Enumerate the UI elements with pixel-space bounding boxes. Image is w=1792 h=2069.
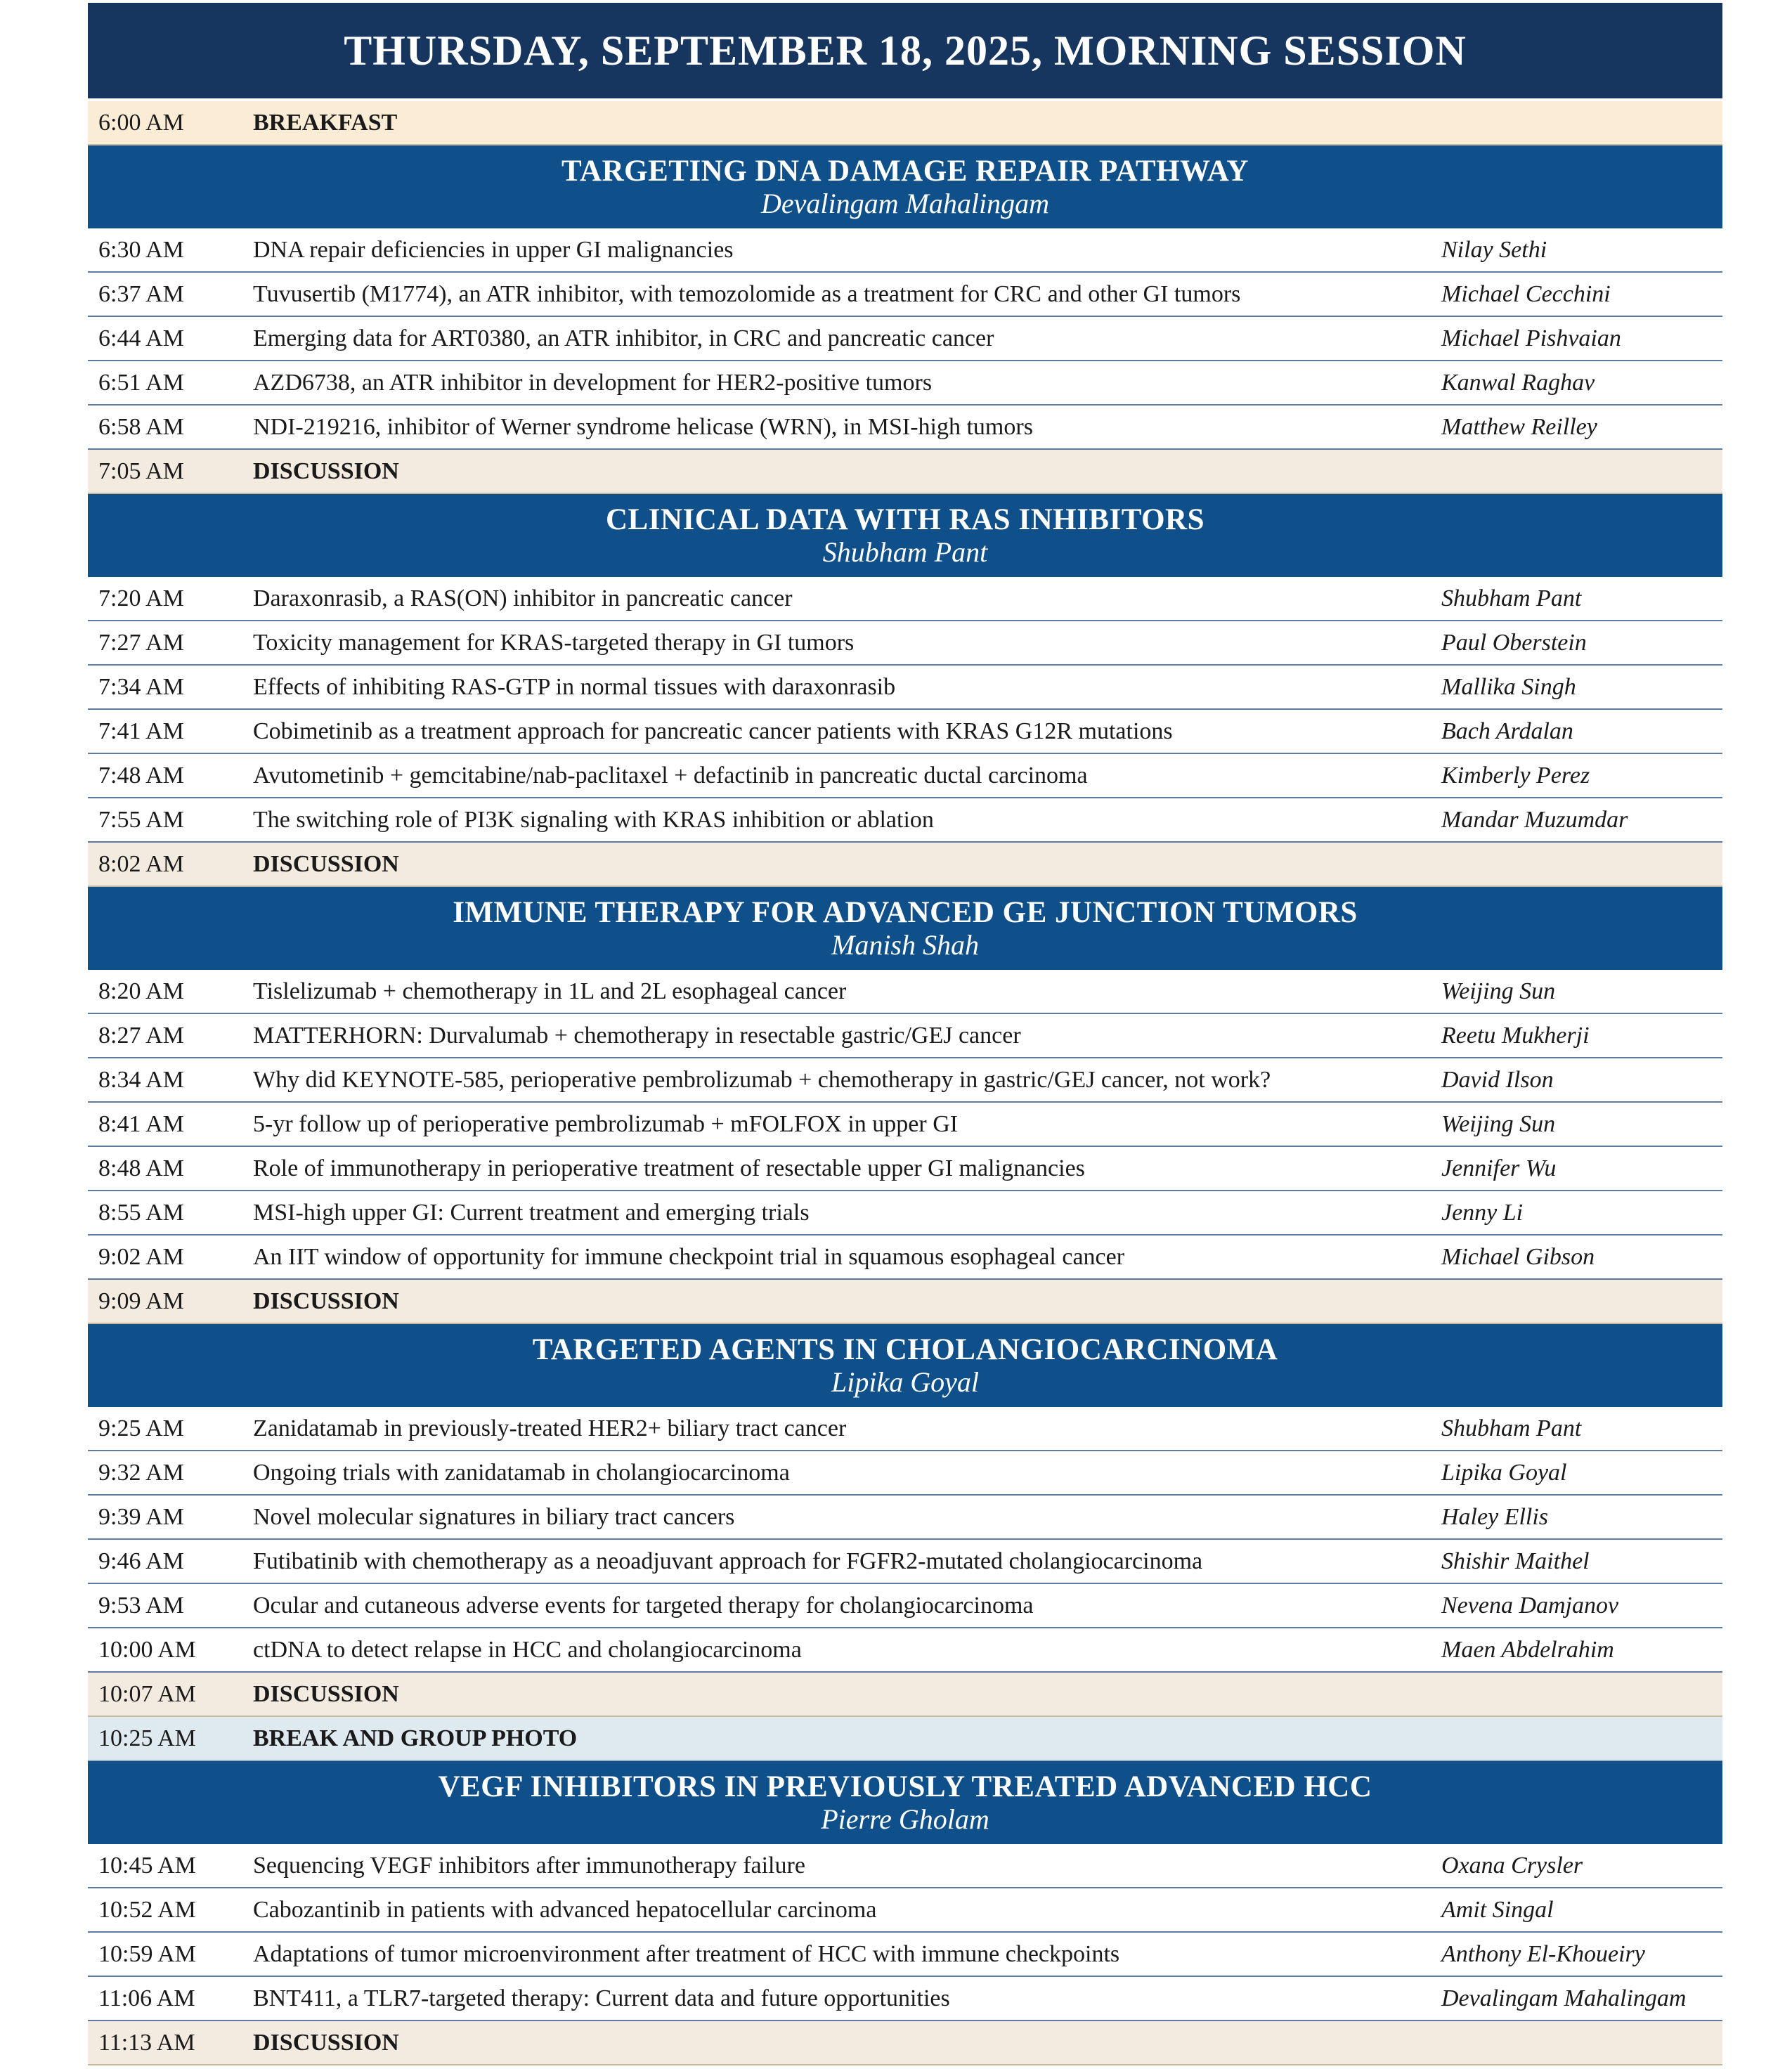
talk-speaker: Matthew Reilley — [1441, 413, 1597, 440]
section-header — [88, 145, 1722, 228]
discussion-row — [88, 1280, 1722, 1324]
talk-title: NDI-219216, inhibitor of Werner syndrome helicase (WRN), in MSI-high tumors — [253, 413, 1033, 440]
discussion-row — [88, 1673, 1722, 1717]
talk-speaker: Amit Singal — [1441, 1896, 1554, 1923]
page-title: THURSDAY, SEPTEMBER 18, 2025, MORNING SESSION — [88, 3, 1722, 98]
row-time: 8:02 AM — [98, 850, 184, 877]
talk-row — [88, 1103, 1722, 1147]
talk-title: Avutometinib + gemcitabine/nab-paclitaxel + defactinib in pancreatic ductal carcinoma — [253, 762, 1088, 789]
talk-row — [88, 1407, 1722, 1451]
discussion-row — [88, 843, 1722, 887]
talk-time: 7:20 AM — [98, 585, 184, 611]
talk-speaker: Shishir Maithel — [1441, 1548, 1590, 1574]
talk-speaker: Shubham Pant — [1441, 585, 1582, 611]
discussion-row — [88, 450, 1722, 494]
break-row — [88, 1717, 1722, 1761]
talk-row — [88, 406, 1722, 450]
talk-title: AZD6738, an ATR inhibitor in development for HER2-positive tumors — [253, 369, 933, 396]
talk-row — [88, 1628, 1722, 1673]
talk-speaker: David Ilson — [1441, 1066, 1554, 1093]
talk-time: 9:53 AM — [98, 1592, 184, 1619]
talk-time: 10:45 AM — [98, 1852, 196, 1879]
row-label: DISCUSSION — [253, 1288, 399, 1314]
talk-speaker: Nilay Sethi — [1441, 236, 1547, 263]
talk-speaker: Anthony El-Khoueiry — [1441, 1940, 1645, 1967]
section-title: TARGETING DNA DAMAGE REPAIR PATHWAY — [561, 154, 1249, 188]
breakfast-row — [88, 101, 1722, 145]
talk-time: 6:30 AM — [98, 236, 184, 263]
section-chair: Devalingam Mahalingam — [761, 187, 1049, 219]
talk-speaker: Nevena Damjanov — [1441, 1592, 1619, 1619]
talk-row — [88, 754, 1722, 798]
talk-row — [88, 1584, 1722, 1628]
talk-speaker: Jennifer Wu — [1441, 1155, 1557, 1181]
section-title: IMMUNE THERAPY FOR ADVANCED GE JUNCTION TUMORS — [453, 895, 1358, 929]
talk-speaker: Maen Abdelrahim — [1441, 1636, 1614, 1663]
talk-time: 8:27 AM — [98, 1022, 184, 1049]
talk-row — [88, 1451, 1722, 1496]
talk-speaker: Haley Ellis — [1441, 1503, 1549, 1530]
talk-speaker: Michael Cecchini — [1441, 280, 1611, 307]
talk-speaker: Lipika Goyal — [1441, 1459, 1567, 1486]
sessions-list — [88, 145, 1722, 2065]
talk-time: 6:37 AM — [98, 280, 184, 307]
talk-row — [88, 317, 1722, 361]
talk-row — [88, 1147, 1722, 1191]
talk-title: Daraxonrasib, a RAS(ON) inhibitor in pancreatic cancer — [253, 585, 793, 611]
talk-title: DNA repair deficiencies in upper GI malignancies — [253, 236, 734, 263]
talk-title: Why did KEYNOTE-585, perioperative pembrolizumab + chemotherapy in gastric/GEJ cancer, not work? — [253, 1066, 1271, 1093]
talk-title: ctDNA to detect relapse in HCC and cholangiocarcinoma — [253, 1636, 802, 1663]
talk-time: 8:34 AM — [98, 1066, 184, 1093]
row-time: 10:07 AM — [98, 1680, 196, 1707]
talk-title: Cobimetinib as a treatment approach for pancreatic cancer patients with KRAS G12R mutations — [253, 718, 1173, 744]
talk-title: Sequencing VEGF inhibitors after immunotherapy failure — [253, 1852, 805, 1879]
discussion-row — [88, 2021, 1722, 2065]
schedule-page — [88, 3, 1722, 2065]
talk-time: 8:20 AM — [98, 978, 184, 1004]
talk-title: Toxicity management for KRAS-targeted therapy in GI tumors — [253, 629, 855, 656]
talk-time: 9:39 AM — [98, 1503, 184, 1530]
talk-time: 7:55 AM — [98, 806, 184, 833]
talk-row — [88, 577, 1722, 621]
row-label: BREAKFAST — [253, 109, 398, 136]
row-time: 6:00 AM — [98, 109, 184, 136]
talk-speaker: Weijing Sun — [1441, 978, 1556, 1004]
talk-row — [88, 1191, 1722, 1235]
talk-title: MSI-high upper GI: Current treatment and emerging trials — [253, 1199, 810, 1226]
talk-row — [88, 361, 1722, 406]
talk-time: 6:51 AM — [98, 369, 184, 396]
talk-row — [88, 1540, 1722, 1584]
section-title: CLINICAL DATA WITH RAS INHIBITORS — [605, 502, 1205, 536]
talk-row — [88, 621, 1722, 666]
row-label: DISCUSSION — [253, 458, 399, 484]
talk-row — [88, 1844, 1722, 1888]
talk-row — [88, 666, 1722, 710]
talk-title: Novel molecular signatures in biliary tract cancers — [253, 1503, 735, 1530]
talk-row — [88, 1496, 1722, 1540]
talk-row — [88, 273, 1722, 317]
talk-title: Role of immunotherapy in perioperative treatment of resectable upper GI malignancies — [253, 1155, 1085, 1181]
talk-title: Ocular and cutaneous adverse events for targeted therapy for cholangiocarcinoma — [253, 1592, 1034, 1619]
talk-time: 7:41 AM — [98, 718, 184, 744]
talk-row — [88, 710, 1722, 754]
talk-speaker: Jenny Li — [1441, 1199, 1524, 1226]
section-chair: Pierre Gholam — [821, 1803, 989, 1835]
talk-time: 8:55 AM — [98, 1199, 184, 1226]
talk-title: Futibatinib with chemotherapy as a neoadjuvant approach for FGFR2-mutated cholangiocarcinoma — [253, 1548, 1203, 1574]
row-time: 7:05 AM — [98, 458, 184, 484]
section-header — [88, 887, 1722, 970]
talk-row — [88, 798, 1722, 843]
row-time: 11:13 AM — [98, 2029, 195, 2056]
talk-speaker: Kimberly Perez — [1441, 762, 1590, 789]
talk-time: 10:00 AM — [98, 1636, 196, 1663]
talk-time: 7:48 AM — [98, 762, 184, 789]
talk-time: 8:41 AM — [98, 1110, 184, 1137]
talk-time: 6:44 AM — [98, 325, 184, 351]
talk-title: An IIT window of opportunity for immune checkpoint trial in squamous esophageal cancer — [253, 1243, 1125, 1270]
section-chair: Lipika Goyal — [831, 1366, 979, 1398]
talk-speaker: Mallika Singh — [1441, 673, 1576, 700]
talk-title: Zanidatamab in previously-treated HER2+ biliary tract cancer — [253, 1415, 847, 1441]
talk-time: 9:46 AM — [98, 1548, 184, 1574]
talk-title: 5-yr follow up of perioperative pembrolizumab + mFOLFOX in upper GI — [253, 1110, 959, 1137]
talk-speaker: Michael Gibson — [1441, 1243, 1595, 1270]
talk-row — [88, 1888, 1722, 1933]
row-label: DISCUSSION — [253, 1680, 399, 1707]
talk-title: Ongoing trials with zanidatamab in cholangiocarcinoma — [253, 1459, 790, 1486]
talk-row — [88, 1014, 1722, 1058]
talk-time: 7:34 AM — [98, 673, 184, 700]
talk-speaker: Mandar Muzumdar — [1441, 806, 1628, 833]
section-header — [88, 1324, 1722, 1407]
talk-title: MATTERHORN: Durvalumab + chemotherapy in resectable gastric/GEJ cancer — [253, 1022, 1021, 1049]
talk-title: Tislelizumab + chemotherapy in 1L and 2L esophageal cancer — [253, 978, 847, 1004]
talk-speaker: Weijing Sun — [1441, 1110, 1556, 1137]
talk-speaker: Oxana Crysler — [1441, 1852, 1583, 1879]
talk-time: 7:27 AM — [98, 629, 184, 656]
talk-title: Emerging data for ART0380, an ATR inhibitor, in CRC and pancreatic cancer — [253, 325, 994, 351]
section-title: TARGETED AGENTS IN CHOLANGIOCARCINOMA — [532, 1332, 1278, 1366]
talk-speaker: Kanwal Raghav — [1441, 369, 1595, 396]
talk-title: The switching role of PI3K signaling with KRAS inhibition or ablation — [253, 806, 934, 833]
talk-row — [88, 228, 1722, 273]
section-header — [88, 1761, 1722, 1844]
talk-time: 9:02 AM — [98, 1243, 184, 1270]
talk-row — [88, 1058, 1722, 1103]
row-label: DISCUSSION — [253, 850, 399, 877]
section-chair: Manish Shah — [831, 928, 979, 961]
talk-title: Effects of inhibiting RAS-GTP in normal tissues with daraxonrasib — [253, 673, 896, 700]
section-header — [88, 494, 1722, 577]
section-chair: Shubham Pant — [822, 536, 988, 568]
row-label: DISCUSSION — [253, 2029, 399, 2056]
talk-time: 9:25 AM — [98, 1415, 184, 1441]
talk-speaker: Devalingam Mahalingam — [1441, 1985, 1687, 2011]
row-time: 10:25 AM — [98, 1725, 196, 1751]
talk-speaker: Paul Oberstein — [1441, 629, 1587, 656]
row-time: 9:09 AM — [98, 1288, 184, 1314]
section-title: VEGF INHIBITORS IN PREVIOUSLY TREATED ADVANCED HCC — [438, 1770, 1372, 1803]
talk-row — [88, 1977, 1722, 2021]
talk-time: 10:59 AM — [98, 1940, 196, 1967]
talk-time: 8:48 AM — [98, 1155, 184, 1181]
talk-speaker: Shubham Pant — [1441, 1415, 1582, 1441]
talk-title: Cabozantinib in patients with advanced hepatocellular carcinoma — [253, 1896, 877, 1923]
talk-speaker: Reetu Mukherji — [1441, 1022, 1590, 1049]
talk-title: BNT411, a TLR7-targeted therapy: Current data and future opportunities — [253, 1985, 950, 2011]
talk-time: 9:32 AM — [98, 1459, 184, 1486]
talk-row — [88, 970, 1722, 1014]
talk-title: Adaptations of tumor microenvironment after treatment of HCC with immune checkpoints — [253, 1940, 1120, 1967]
talk-row — [88, 1933, 1722, 1977]
row-label: BREAK AND GROUP PHOTO — [253, 1725, 578, 1751]
talk-time: 11:06 AM — [98, 1985, 195, 2011]
talk-time: 6:58 AM — [98, 413, 184, 440]
talk-row — [88, 1235, 1722, 1280]
talk-time: 10:52 AM — [98, 1896, 196, 1923]
talk-speaker: Bach Ardalan — [1441, 718, 1573, 744]
talk-speaker: Michael Pishvaian — [1441, 325, 1621, 351]
talk-title: Tuvusertib (M1774), an ATR inhibitor, with temozolomide as a treatment for CRC and other GI tumors — [253, 280, 1241, 307]
